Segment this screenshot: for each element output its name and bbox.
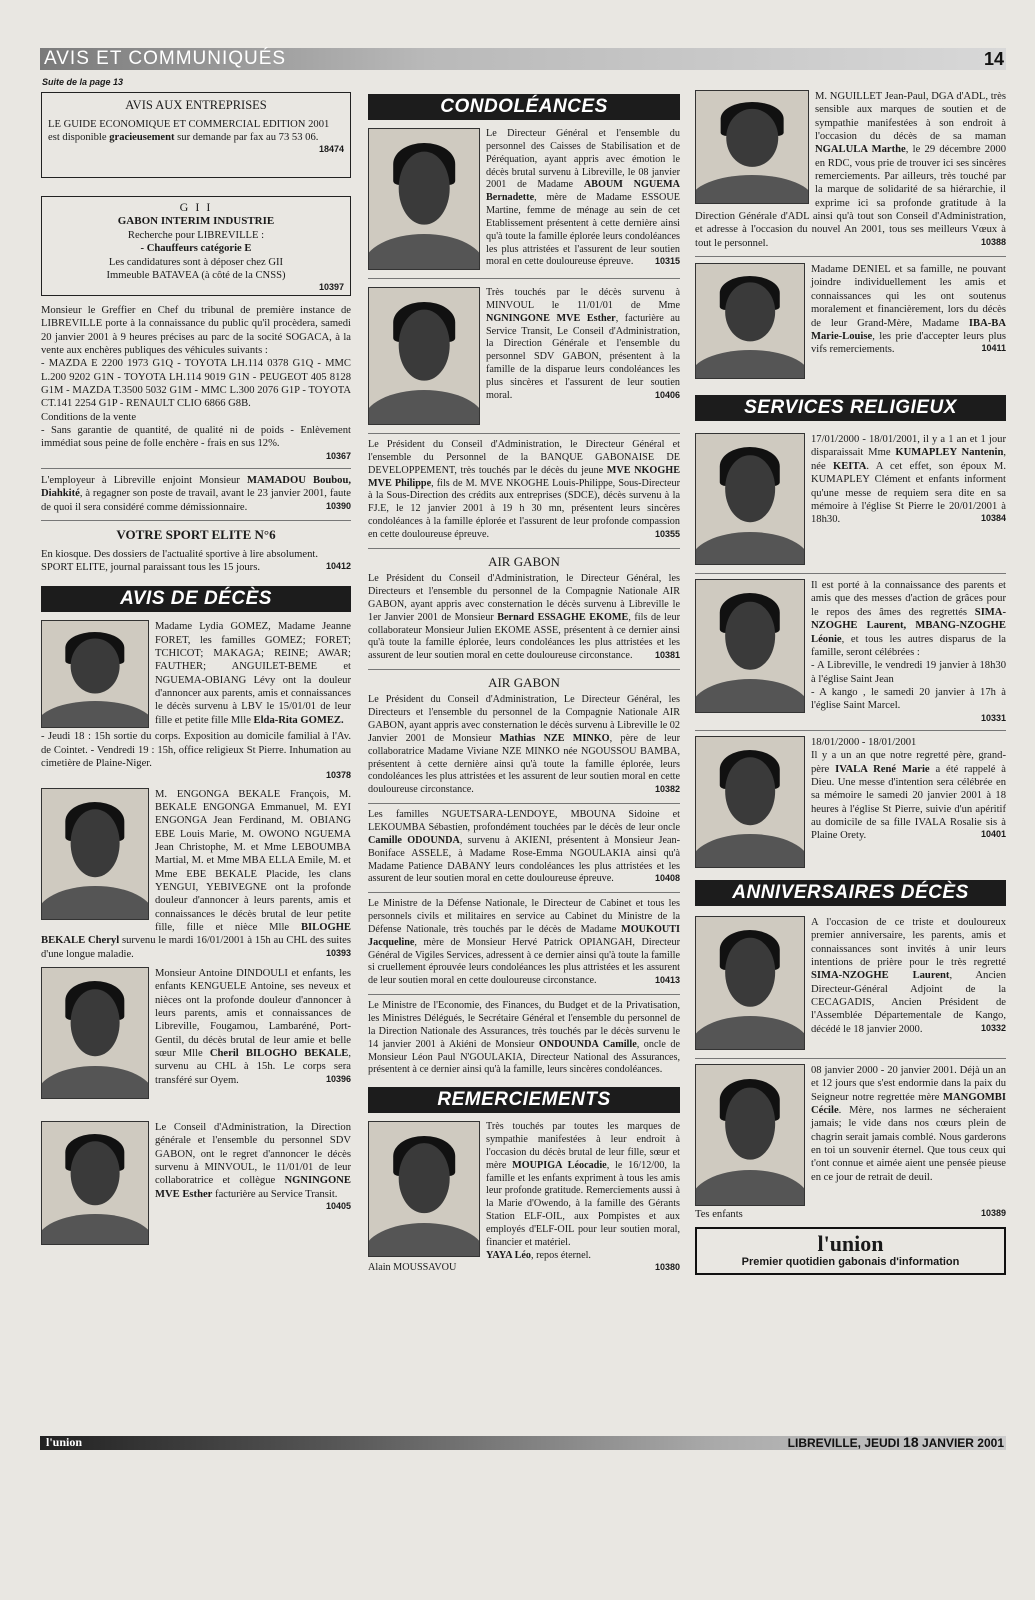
notice-title: VOTRE SPORT ELITE N°6 [116,527,276,543]
section-header-condoleances: CONDOLÉANCES [368,94,680,120]
job-title: - Chauffeurs catégorie E [140,243,252,255]
ref-number: 10382 [654,784,680,795]
thanks-3: Madame DENIEL et sa famille, ne pouvant joindre individuellement les amis et connaissances qui les ont soutenus moralement et financièrement, lors du décès de leur Grand-Mère, Madame IBA-BA Marie-Louise, les prie d'accepter leurs plus vifs remerciements. 10411 [695,263,1006,381]
condolence-4: AIR GABON Le Président du Conseil d'Administration, le Directeur Général, les Directeurs et l'ensemble du personnel de la Compagnie Nationale AIR GABON, ayant appris avec consternation le décès survenu à Libreville le 1er Janvier 2001 de Monsieur Bernard ESSAGHE EKOME, fils de leur collaborateur Monsieur Julien EKOME ASSE, présentent à ce dernier ainsi qu'à toute la famille éplorée, leurs condoléances les plus attristées et les assurent de leur soutien moral en cette douloureuse circonstance. 10381 [368,553,680,662]
notice-sport: VOTRE SPORT ELITE N°6 En kiosque. Des dossiers de l'actualité sportive à lire absolument. SPORT ELITE, journal paraissant tous les 15 jours. 10412 [41,527,351,573]
section-header-services: SERVICES RELIGIEUX [695,395,1006,421]
notice-subtitle: Conditions de la vente [41,411,137,423]
condolence-6: Les familles NGUETSARA-LENDOYE, MBOUNA Sidoine et LEKOUMBA Sébastien, profondément touchées par le décès de leur oncle Camille ODOUNDA, survenu à AKIENI, présentent à Monsieur Jean-Boniface ASSELE, à Madame Rose-Emma NGOULAKIA ainsi qu'à Madame Patience DABANY leurs condoléances les plus attristées et les assurent de leur soutien moral en cette douloureuse épreuve. 10408 [368,809,680,885]
section-masthead [40,48,1006,70]
ref-number: 10378 [325,770,351,781]
portrait-photo [41,620,149,728]
ref-number: 10355 [654,528,680,539]
service-2: Il est porté à la connaissance des parents et amis que des messes d'action de grâces pour le repos des âmes des regrettés SIMA-NZOGHE Laurent, MBANG-NZOGHE Léonie, et tous les autres disparus de la famille, seront célébrées : - A Libreville, le vendredi 19 janvier à 18h30 à l'église Saint Jean - A kango , le samedi 20 janvier à 17h à l'église Saint Marcel. 10331 [695,579,1006,724]
ref-number: 10380 [654,1262,680,1273]
newspaper-logo [695,1227,1006,1275]
continuation-note: Suite de la page 13 [42,77,124,87]
portrait-photo [695,916,805,1050]
ref-number: 10367 [325,450,351,461]
obituary-schedule: - Jeudi 18 : 15h sortie du corps. Exposition au domicile familial à l'Av. de Cointet. - Vendredi 19 : 15h, office religieux St Pierre. Inhumation au cimetière de Plaine-Niger. [41,731,351,769]
portrait-photo [368,128,480,270]
obituary-1: Madame Lydia GOMEZ, Madame Jeanne FORET, les familles GOMEZ; FORET; TCHICOT; MAKAGA; REINE; AWAR; FAUTHER; ANGUILET-BEME et NGUEMA-OBIANG Lévy ont la douleur d'annoncer aux parents, amis et connaissances le décès survenu à LBV le 15/01/01 de leur fille et petite fille Mlle Elda-Rita GOMEZ. - Jeudi 18 : 15h sortie du corps. Exposition au domicile familial à l'Av. de Cointet. - Vendredi 19 : 15h, office religieux St Pierre. Inhumation au cimetière de Plaine-Niger. 10378 [41,620,351,781]
portrait-photo [695,90,809,204]
column-right [695,90,1006,1275]
portrait-photo [368,287,480,425]
portrait-photo [41,1121,149,1245]
company-name: GABON INTERIM INDUSTRIE [117,215,275,228]
notice-text: Les candidatures sont à déposer chez GII [108,256,284,268]
vehicle-list: - MAZDA E 2200 1973 G1Q - TOYOTA LH.114 0378 G1Q - MMC L.200 9202 G1N - TOYOTA LH.114 9019 G1N - PEUGEOT 405 8128 G1M - MAZDA T.3500 5032 G1M - MMC L.300 2076 G1P - TOYOTA CT.141 2254 G1P - RENAULT CLIO 6866 G8B. [41,358,351,410]
ref-number: 10315 [654,256,680,267]
section-title: AVIS ET COMMUNIQUÉS [44,48,287,69]
ref-number: 10396 [325,1073,351,1084]
notice-text: Recherche pour LIBREVILLE : [127,229,265,241]
notice-text: Monsieur le Greffier en Chef du tribunal de première instance de LIBREVILLE porte à la connaissance du public qu'il procèdera, samedi 20 janvier 2001 à 9 heures précises au parc de la socité SOGACA, à la vente aux enchères publiques des véhicules suivants : [41,305,351,357]
ref-number: 10397 [318,282,344,293]
ref-number: 10384 [980,513,1006,524]
obituary-2: M. ENGONGA BEKALE François, M. BEKALE ENGONGA Emmanuel, M. EYI ENGONGA Jean Ferdinand, M. OBIANG EBE Louis Marie, M. OWONO NGUEMA Jean Christophe, M. et Mme LEBOUMBA Martial, M. et Mme MBA ELLA Emile, M. et Mme EBE BEKALE Placide, les clans YENGUI, YEBIVEGNE ont la profonde douleur d'annoncer à leurs parents, amis et connaissances le décès brutal de leur petite fille, fille et nièce Mlle BILOGHE BEKALE Cheryl survenu le mardi 16/01/2001 à 15h au CHL des suites d'une longue maladie. 10393 [41,788,351,961]
condolence-7: Le Ministre de la Défense Nationale, le Directeur de Cabinet et tous les personnels civils et militaires en service au Cabinet du Ministre de la Défense Nationale, très touchés par le décès de Madame MOUKOUTI Jacqueline, mère de Monsieur Hervé Patrick OPIANGAH, Directeur Général de Vigiles Services, adressent à ce dernier ainsi qu'à toute la famille si cruellement éprouvée leurs condoléances les plus attristées et les assurent de leur soutien moral en cette douloureuse circonstance. 10413 [368,898,680,987]
ref-number: 10389 [980,1207,1006,1218]
column-middle [368,94,680,1281]
portrait-photo [695,579,805,713]
page-footer [40,1436,1006,1450]
ref-number: 10411 [981,343,1006,354]
ref-number: 10405 [325,1201,351,1212]
section-header-remerciements: REMERCIEMENTS [368,1087,680,1113]
obituary-3: Monsieur Antoine DINDOULI et enfants, les enfants KENGUELE Antoine, ses neveux et nièces ont la profonde douleur d'annoncer à leurs parents, amis et connaissances de Libreville, Fougamou, Lambaréné, Port-Gentil, du décès brutal de leur amie et belle sœur Mlle Cheril BILOGHO BEKALE, survenu au CHL à 15h. Le corps sera transféré sur Oyem. 10396 [41,967,351,1101]
portrait-photo [695,736,805,868]
notice-title: AIR GABON [488,553,560,569]
ref-number: 10388 [980,236,1006,247]
service-schedule: - A Libreville, le vendredi 19 janvier à 18h30 à l'église Saint Jean [811,660,1006,685]
notice-employeur: L'employeur à Libreville enjoint Monsieur MAMADOU Boubou, Diahkité, à regagner son poste de travail, avant le 23 janvier 2001, faute de quoi il sera considéré comme démissionnaire. 10390 [41,475,351,513]
ref-number: 10393 [325,947,351,958]
portrait-photo [41,967,149,1099]
section-header-anniversaires: ANNIVERSAIRES DÉCÈS [695,880,1006,906]
condolence-5: AIR GABON Le Président du Conseil d'Administration, Le Directeur Général, les Directeurs et l'ensemble du personnel de la Compagnie Nationale AIR GABON, ayant appris avec consternation le décès survenu à Libreville le 02 Janvier 2001 de Monsieur Mathias NZE MINKO, père de leur collaboratrice Madame Viviane NZE MINKO née NGOUSSOU BAMBA, présentent à cette dernière ainsi qu'à toute la famille éplorée, leurs condoléances les plus attristées et les assurent de leur soutien moral en cette douloureuse circonstance. 10382 [368,675,680,796]
ref-number: 10408 [654,873,680,884]
thanks-1: Très touchés par toutes les marques de sympathie manifestées à leur endroit à l'occasion du décès brutal de leur fille, sœur et mère MOUPIGA Léocadie, le 16/12/00, la famille et les enfants expriment à tous les amis leur profonde gratitude. Remerciements aussi à la Marie d'Owendo, à la famille des Gérants Station ELF-OIL, aux Pompistes et aux employés d'ELF-OIL pour leur soutien moral, financier et matériel. YAYA Léo, repos éternel. Alain MOUSSAVOU 10380 [368,1121,680,1275]
ref-number: 10412 [325,560,351,571]
service-1: 17/01/2000 - 18/01/2001, il y a 1 an et 1 jour disparaissait Mme KUMAPLEY Nantenin, née KEITA. A cet effet, son époux M. KUMAPLEY Clément et enfants informent qu'une messe de requiem sera dite en sa mémoire à l'église St Pierre le 20/01/2001 à 18h30. 10384 [695,433,1006,567]
notice-title: AVIS AUX ENTREPRISES [125,98,267,112]
notice-greffier [41,304,351,462]
ref-number: 10406 [654,389,680,400]
footer-paper-name: l'union [46,1435,83,1449]
ref-number: 10381 [654,650,680,661]
page-number: 14 [983,49,1004,69]
service-schedule: - A kango , le samedi 20 janvier à 17h à l'église Saint Marcel. [811,686,1006,712]
notice-entreprises [41,92,351,178]
ref-number: 10332 [980,1022,1006,1033]
notice-text: est disponible gracieusement sur demande par fax au 73 53 06. 18474 [48,132,344,155]
portrait-photo [695,433,805,565]
ref-number: 18474 [318,144,344,155]
notice-title: G I I [179,200,213,214]
condolence-8: Le Ministre de l'Economie, des Finances, du Budget et de la Privatisation, les Ministres Délégués, le Secrétaire Général et l'ensemble du personnel de la Direction Nationale des Assurances, très touchés par le décès survenu le 14 janvier 2001 à Akiéni de Monsieur ONDOUNDA Camille, oncle de Monsieur Léon Paul N'GOULAKIA, Directeur National des Assurances, présentent à ce dernier ainsi qu'à la famille, leurs sincères condoléances. [368,1000,680,1076]
section-header-deces: AVIS DE DÉCÈS [41,586,351,612]
condolence-2: Très touchés par le décès survenu à MINVOUL le 11/01/01 de Mme NGNINGONE MVE Esther, facturière au Service Transit, Le Conseil d'Administration, la Direction Générale et l'ensemble du personnel SDV GABON, présentent à la famille de la disparue leurs condoléances les plus sincères et l'assurent de leur soutien moral. 10406 [368,287,680,427]
ref-number: 10390 [325,500,351,511]
logo-tagline: Premier quotidien gabonais d'information [741,1256,960,1269]
portrait-photo [695,1064,805,1206]
footer-dateline: LIBREVILLE, JEUDI 18 JANVIER 2001 [787,1434,1004,1450]
portrait-photo [41,788,149,920]
thanks-2: M. NGUILLET Jean-Paul, DGA d'ADL, très sensible aux marques de soutien et de sympathie manifestées à son endroit à l'occasion du décès de sa maman NGALULA Marthe, le 29 décembre 2000 en RDC, vous prie de trouver ici ses sincères remerciements. Par ailleurs, très touché par la marque de solidarité de sa hiérarchie, il exprime ici sa profonde gratitude à la Direction Générale d'ADL ainsi qu'à tout son Conseil d'Administration, et adresse à l'occasion du nouvel An 2001, tous ses meilleurs Vœux à tout le personnel. 10388 [695,90,1006,250]
anniversary-1: A l'occasion de ce triste et douloureux premier anniversaire, les parents, amis et connaissances sont invités à unir leurs intentions de prière pour le très regretté SIMA-NZOGHE Laurent, Ancien Directeur-Général Adjoint de la CECAGADIS, Ancien Président de l'Assemblée Départementale de Kango, décédé le 18 janvier 2000. 10332 [695,916,1006,1052]
ref-number: 10331 [980,712,1006,723]
condolence-3: Le Président du Conseil d'Administration, le Directeur Général et l'ensemble du Personnel de la BANQUE GABONAISE DE DEVELOPPEMENT, très touchés par le décès du jeune MVE NKOGHE MVE Philippe, fils de M. MVE NKOGHE Louis-Philippe, Sous-Directeur à la Sous-Direction des crédits aux entreprises (SDCE), décès survenu à la FJ.E, le 12 janvier 2001 à 19 h 30 mn, présentent leurs sincères condoléances à la famille éplorée et l'assurent de leur profonde compassion en cette douloureuse épreuve. 10355 [368,439,680,540]
notice-text: Immeuble BATAVEA (à côté de la CNSS) [106,270,286,281]
column-left [41,92,351,1253]
ref-number: 10413 [654,975,680,986]
condolence-1: Le Directeur Général et l'ensemble du personnel des Caisses de Stabilisation et de Péréquation, ayant appris avec émotion le décès brutal survenu à Libreville, le 08 janvier 2001 de Madame ABOUM NGUEMA Bernadette, mère de Madame ESSOUE Martine, femme de ménage au sein de cet Etablissement présentent à cette dernière ainsi qu'à toute la famille éplorée leurs condoléances les plus attristées et l'assurent de leur soutien moral en cette douloureuse épreuve. 10315 [368,128,680,272]
portrait-photo [368,1121,480,1257]
logo-name: l'union [817,1231,884,1257]
anniversary-2: 08 janvier 2000 - 20 janvier 2001. Déjà un an et 12 jours que s'est endormie dans la paix du Seigneur notre regrettée mère MANGOMBI Cécile. Mère, nos larmes ne sécheraient jamais; le vide dans nos cœurs plein de chagrin serait jamais comblé. Nous garderons en toi un souvenir éternel. Que tous ceux qui t'ont connue et aimée aient une pensée pieuse en ce jour de retrait de deuil. Tes enfants 10389 [695,1064,1006,1221]
portrait-photo [695,263,805,379]
obituary-4: Le Conseil d'Administration, la Direction générale et l'ensemble du personnel SDV GABON, ont le regret d'annoncer le décès survenu à MINVOUL, le 11/01/01 de leur collaboratrice et collègue NGNINGONE MVE Esther facturière au Service Transit. 10405 [41,1121,351,1247]
service-date: 18/01/2000 - 18/01/2001 [811,736,917,748]
notice-text: En kiosque. Des dossiers de l'actualité sportive à lire absolument. [41,548,318,560]
notice-text: - Sans garantie de quantité, de qualité ni de poids - Enlèvement immédiat sous peine de folle enchère - frais en sus 12%. [41,425,351,450]
service-3: 18/01/2000 - 18/01/2001 Il y a un an que notre regretté père, grand-père IVALA René Marie a été rappelé à Dieu. Une messe d'intention sera célébrée en sa mémoire le samedi 20 janvier 2001 à 18 heures à l'église St Pierre, suivie d'un apéritif au domicile de sa fille IVALA Rosalie sis à Plaine Orety. 10401 [695,736,1006,870]
notice-text: LE GUIDE ECONOMIQUE ET COMMERCIAL EDITION 2001 [48,118,330,130]
notice-title: AIR GABON [488,675,560,691]
notice-gii [41,196,351,296]
ref-number: 10401 [980,829,1006,840]
